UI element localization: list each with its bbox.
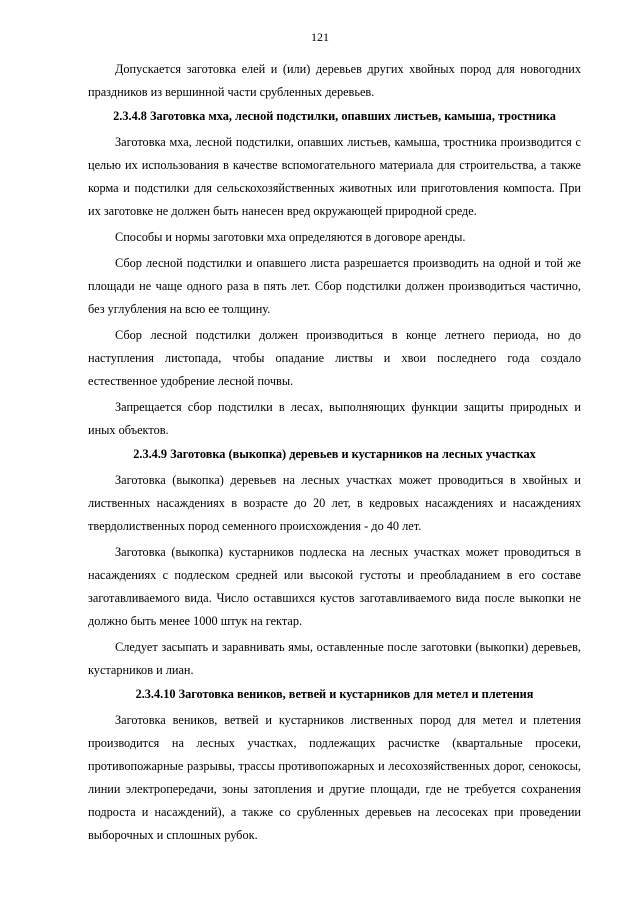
- section-heading-2-3-4-10: 2.3.4.10 Заготовка веников, ветвей и кустарников для метел и плетения: [135, 687, 534, 701]
- paragraph: Следует засыпать и заравнивать ямы, оставленные после заготовки (выкопки) деревьев, кустарников и лиан.: [88, 640, 581, 677]
- paragraph: Заготовка мха, лесной подстилки, опавших листьев, камыша, тростника производится с целью их использования в качестве вспомогательного материала для строительства, а также корма и подстилки для сельскохозяйственных животных или приготовления компоста. При их заготовке не должен быть нанесен вред окружающей природной среде.: [88, 135, 581, 218]
- paragraph: Заготовка веников, ветвей и кустарников лиственных пород для метел и плетения производится на лесных участках, подлежащих расчистке (квартальные просеки, противопожарные разрывы, трассы противопожарных и лесохозяйственных дорог, сенокосы, линии электропередачи, зоны затопления и другие площади, где не требуется сохранения подроста и насаждений), а также со срубленных деревьев на лесосеках при проведении выборочных и сплошных рубок.: [88, 713, 581, 842]
- document-body: [88, 58, 581, 850]
- section-heading-2-3-4-8: 2.3.4.8 Заготовка мха, лесной подстилки, опавших листьев, камыша, тростника: [113, 109, 556, 123]
- page-number: 121: [311, 30, 329, 44]
- section-heading-2-3-4-9: 2.3.4.9 Заготовка (выкопка) деревьев и кустарников на лесных участках: [133, 447, 536, 461]
- paragraph: Допускается заготовка елей и (или) деревьев других хвойных пород для новогодних праздников из вершинной части срубленных деревьев.: [88, 62, 581, 99]
- paragraph: Сбор лесной подстилки и опавшего листа разрешается производить на одной и той же площади не чаще одного раза в пять лет. Сбор подстилки должен производиться частично, без углубления на всю ее толщину.: [88, 256, 581, 316]
- paragraph: Заготовка (выкопка) деревьев на лесных участках может проводиться в хвойных и лиственных насаждениях в возрасте до 20 лет, в кедровых насаждениях и насаждениях твердолиственных пород семенного происхождения - до 40 лет.: [88, 473, 581, 533]
- paragraph: Заготовка (выкопка) кустарников подлеска на лесных участках может проводиться в насаждениях с подлеском средней или высокой густоты и преобладанием в его составе заготавливаемого вида. Число оставшихся кустов заготавливаемого вида после выкопки не должно быть менее 1000 штук на гектар.: [88, 545, 581, 628]
- paragraph: Способы и нормы заготовки мха определяются в договоре аренды.: [115, 230, 466, 244]
- paragraph: Сбор лесной подстилки должен производиться в конце летнего периода, но до наступления листопада, чтобы опадание листвы и хвои последнего года создало естественное удобрение лесной почвы.: [88, 328, 581, 388]
- paragraph: Запрещается сбор подстилки в лесах, выполняющих функции защиты природных и иных объектов.: [88, 400, 581, 437]
